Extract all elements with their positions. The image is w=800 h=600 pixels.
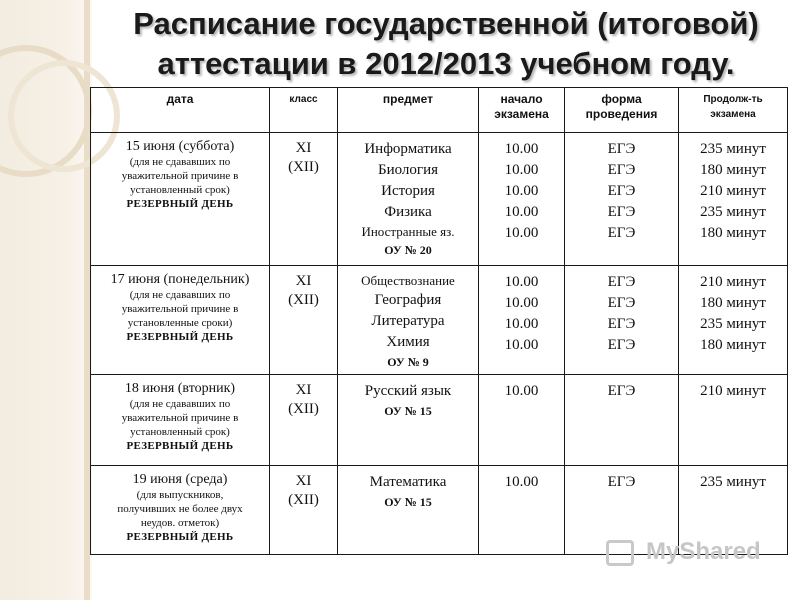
subject-name: Иностранные яз. [361,224,455,239]
exam-duration: 180 минут [700,295,766,311]
class-value: XI [295,140,312,156]
exam-duration: 235 минут [700,204,766,220]
header-start-line1: начало [500,92,543,106]
start-time-cell [479,375,565,466]
start-time: 10.00 [504,295,539,311]
start-time: 10.00 [504,183,539,199]
exam-form: ЕГЭ [607,183,636,199]
class-cell [270,375,338,466]
start-time: 10.00 [504,316,539,332]
reserve-day-label: РЕЗЕРВНЫЙ ДЕНЬ [126,440,234,452]
exam-duration: 180 минут [700,337,766,353]
exam-date: 15 июня (суббота) [125,139,235,154]
watermark-text: MyShared [646,538,761,565]
exam-duration: 210 минут [700,183,766,199]
class-cell [270,266,338,375]
exam-date: 19 июня (среда) [132,472,228,487]
date-note: установленный срок) [130,184,230,196]
header-row [91,88,788,133]
school-label: ОУ № 15 [384,495,432,509]
date-note: получивших не более двух [117,503,243,515]
exam-form: ЕГЭ [607,225,636,241]
watermark-logo-icon [606,540,634,566]
subject-name: Информатика [364,141,452,157]
date-note: установленные сроки) [127,317,233,329]
class-value-alt: (XII) [288,159,319,175]
exam-duration: 210 минут [700,383,766,399]
subject-cell [338,133,479,266]
start-time: 10.00 [504,337,539,353]
subject-name: Обществознание [361,273,455,288]
date-note: уважительной причине в [121,412,239,424]
class-cell [270,133,338,266]
header-start-line2: экзамена [494,107,549,121]
exam-duration: 235 минут [700,316,766,332]
date-cell [91,466,270,555]
table-row [91,375,788,466]
date-note: неудов. отметок) [140,517,220,529]
date-cell [91,133,270,266]
date-note: уважительной причине в [121,170,239,182]
date-cell [91,375,270,466]
exam-form: ЕГЭ [607,162,636,178]
title-line-2: аттестации в 2012/2013 учебном году. [157,46,735,81]
subject-name: Биология [377,162,438,178]
header-form [565,88,679,133]
exam-form: ЕГЭ [607,383,636,399]
form-cell [565,375,679,466]
exam-date: 17 июня (понедельник) [110,272,250,287]
reserve-day-label: РЕЗЕРВНЫЙ ДЕНЬ [126,331,234,343]
subject-name: Литература [371,313,445,329]
header-duration-line2: экзамена [710,109,756,120]
start-time: 10.00 [504,204,539,220]
exam-duration: 235 минут [700,474,766,490]
subject-name: Математика [369,474,447,490]
form-cell [565,133,679,266]
subject-name: История [381,183,435,199]
class-value-alt: (XII) [288,401,319,417]
start-time: 10.00 [504,274,539,290]
date-note: (для не сдававших по [129,289,231,301]
subject-name: Физика [384,204,432,220]
table-row [91,266,788,375]
start-time-cell [479,133,565,266]
exam-form: ЕГЭ [607,337,636,353]
exam-duration: 180 минут [700,162,766,178]
start-time: 10.00 [504,162,539,178]
date-cell [91,266,270,375]
exam-duration: 180 минут [700,225,766,241]
subject-cell [338,266,479,375]
duration-cell [679,375,788,466]
exam-form: ЕГЭ [607,295,636,311]
start-time: 10.00 [504,383,539,399]
start-time: 10.00 [504,141,539,157]
start-time: 10.00 [504,225,539,241]
header-duration [679,88,788,133]
duration-cell [679,133,788,266]
start-time: 10.00 [504,474,539,490]
exam-form: ЕГЭ [607,204,636,220]
header-form-line2: проведения [585,107,658,121]
class-value: XI [295,273,312,289]
duration-cell [679,266,788,375]
class-value: XI [295,382,312,398]
exam-form: ЕГЭ [607,274,636,290]
title-line-1: Расписание государственной (итоговой) [133,6,759,41]
subject-name: Русский язык [364,383,452,399]
subject-cell [338,466,479,555]
subject-cell [338,375,479,466]
exam-form: ЕГЭ [607,474,636,490]
header-form-line1: форма [601,92,642,106]
header-subject: предмет [338,88,479,133]
reserve-day-label: РЕЗЕРВНЫЙ ДЕНЬ [126,198,234,210]
class-value-alt: (XII) [288,492,319,508]
subject-name: География [374,292,442,308]
reserve-day-label: РЕЗЕРВНЫЙ ДЕНЬ [126,531,234,543]
school-label: ОУ № 15 [384,404,432,418]
header-date: дата [91,88,270,133]
exam-duration: 210 минут [700,274,766,290]
form-cell [565,266,679,375]
exam-date: 18 июня (вторник) [124,381,236,396]
date-note: (для выпускников, [136,489,224,501]
school-label: ОУ № 9 [387,355,429,369]
header-class: класс [270,88,338,133]
header-start [479,88,565,133]
date-note: уважительной причине в [121,303,239,315]
class-value-alt: (XII) [288,292,319,308]
date-note: (для не сдававших по [129,156,231,168]
class-cell [270,466,338,555]
start-time-cell [479,266,565,375]
school-label: ОУ № 20 [384,243,432,257]
exam-form: ЕГЭ [607,316,636,332]
page-title [92,4,800,84]
table-row [91,133,788,266]
exam-form: ЕГЭ [607,141,636,157]
schedule-table [90,87,788,555]
start-time-cell [479,466,565,555]
header-duration-line1: Продолж-ть [703,94,763,105]
date-note: (для не сдававших по [129,398,231,410]
exam-duration: 235 минут [700,141,766,157]
class-value: XI [295,473,312,489]
date-note: установленный срок) [130,426,230,438]
subject-name: Химия [386,334,430,350]
